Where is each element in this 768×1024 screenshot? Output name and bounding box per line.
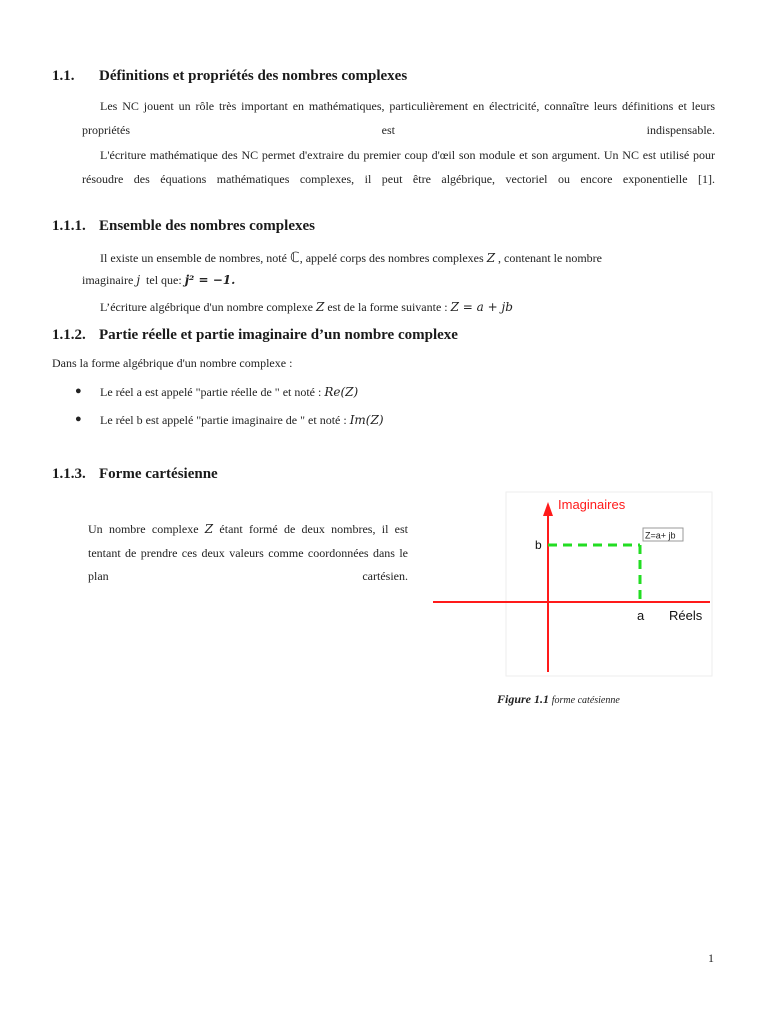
math-re-z: Re(Z) — [324, 385, 359, 399]
real-axis-label: Réels — [669, 608, 703, 623]
ensemble-text: L’écriture algébrique d'un nombre complexe — [100, 300, 313, 314]
section-heading-1-1 — [52, 68, 652, 88]
figure-caption — [497, 692, 620, 707]
math-variable-z: Z — [486, 251, 496, 265]
math-variable-z: Z — [315, 300, 325, 314]
cartesian-plane-figure — [430, 490, 730, 680]
list-item-imaginary-part — [75, 413, 575, 433]
ensemble-line-3 — [100, 300, 513, 315]
math-im-z: Im(Z) — [349, 413, 384, 427]
ensemble-text: Il existe un ensemble de nombres, noté — [100, 251, 287, 265]
section-heading-1-1-2 — [52, 327, 652, 347]
list-item-text — [100, 413, 384, 428]
point-label-b: b — [535, 538, 542, 552]
point-annotation: Z=a+ jb — [645, 530, 676, 541]
ensemble-text: , contenant le nombre — [498, 251, 602, 265]
math-variable-j: j — [136, 273, 141, 287]
intro-paragraph-1: Les NC jouent un rôle très important en mathématiques, particulièrement en électricité, connaître leurs définitions et leurs propriétés est indispensable. — [82, 99, 715, 137]
math-variable-z: Z — [204, 522, 214, 536]
imaginary-axis-label: Imaginaires — [558, 497, 626, 512]
bullet-dot: ● — [75, 385, 82, 397]
cartesian-text: étant formé de deux nombres, il est tentant de prendre ces deux valeurs comme coordonnées dans le plan cartésien. — [88, 522, 409, 583]
bullet-dot: ● — [75, 413, 82, 425]
section-number: 1.1.3. — [52, 466, 86, 482]
list-item-real-part — [75, 385, 575, 405]
section-title: Ensemble des nombres complexes — [99, 218, 315, 234]
cartesian-text: Un nombre complexe — [88, 522, 199, 536]
figure-caption-text: forme catésienne — [551, 695, 620, 706]
intro-paragraph-2: L'écriture mathématique des NC permet d'extraire du premier coup d'œil son module et son argument. Un NC est utilisé pour résoudre des équations mathématiques complexes, il peut être algébrique, vectoriel ou encore exponentielle [1]. — [82, 148, 715, 186]
ensemble-text: , appelé corps des nombres complexes — [299, 251, 484, 265]
ensemble-text: est de la forme suivante : — [327, 300, 448, 314]
section-number: 1.1.1. — [52, 218, 86, 234]
section-heading-1-1-3 — [52, 466, 452, 486]
ensemble-line-1 — [100, 250, 602, 266]
list-item-text — [100, 385, 358, 400]
section-title: Forme cartésienne — [99, 466, 218, 482]
ensemble-line-2 — [82, 273, 235, 288]
cartesian-paragraph — [88, 518, 408, 589]
complex-set-symbol: ℂ — [289, 250, 300, 266]
section-title: Définitions et propriétés des nombres complexes — [99, 68, 408, 84]
figure-caption-label: Figure 1.1 — [497, 692, 550, 706]
section-title: Partie réelle et partie imaginaire d’un nombre complexe — [99, 327, 458, 343]
algebraic-form: Z = a + jb — [450, 300, 513, 314]
page-number: 1 — [708, 951, 714, 965]
section-number: 1.1.2. — [52, 327, 86, 343]
bullet-text: Le réel b est appelé "partie imaginaire de " et noté : — [100, 413, 347, 427]
ensemble-text: tel que: — [146, 273, 182, 287]
point-label-a: a — [637, 608, 645, 623]
ensemble-text: imaginaire — [82, 273, 134, 287]
section-heading-1-1-1 — [52, 218, 652, 238]
section-number: 1.1. — [52, 68, 75, 84]
bullet-text: Le réel a est appelé "partie réelle de " et noté : — [100, 385, 322, 399]
parts-intro: Dans la forme algébrique d'un nombre complexe : — [52, 356, 293, 370]
equation-j-squared: j² = −1. — [184, 273, 236, 287]
